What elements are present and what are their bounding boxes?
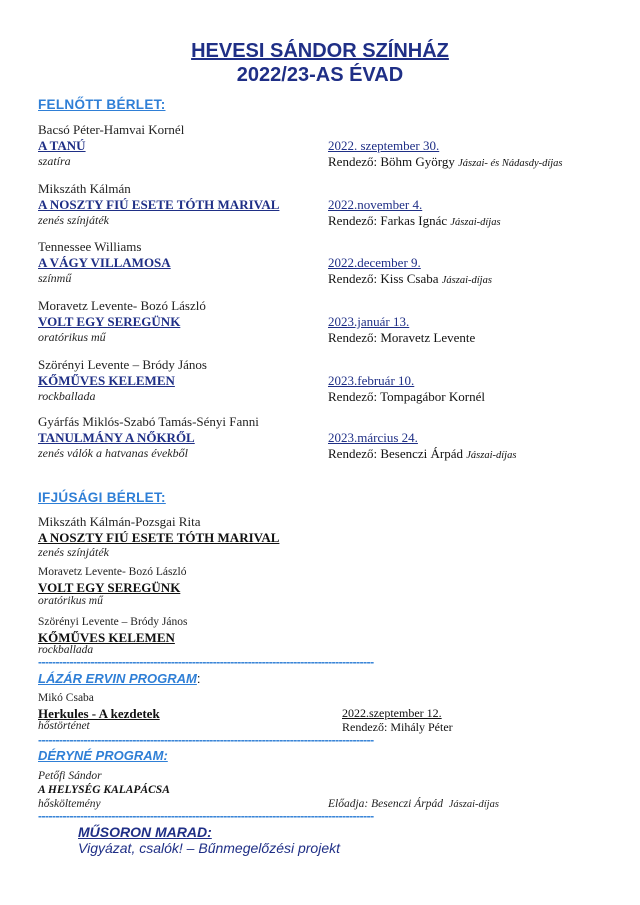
lazar-heading-colon: : — [196, 671, 201, 686]
deryne-heading: DÉRYNÉ PROGRAM: — [38, 748, 168, 763]
felnott-date: 2023.március 24. — [328, 430, 418, 445]
dashed-separator: ------------------------------------------------------------------------------------------------ — [38, 733, 374, 747]
dashed-separator: ------------------------------------------------------------------------------------------------ — [38, 655, 374, 669]
lazar-play-title: Herkules - A kezdetek — [38, 706, 160, 721]
felnott-author: Bacsó Péter-Hamvai Kornél — [38, 122, 185, 137]
felnott-date: 2022.november 4. — [328, 197, 423, 212]
page-title: HEVESI SÁNDOR SZÍNHÁZ — [191, 40, 449, 62]
director-award: Jászai- és Nádasdy-díjas — [458, 158, 563, 169]
lazar-genre: hőstörténet — [38, 720, 90, 732]
felnott-author: Gyárfás Miklós-Szabó Tamás-Sényi Fanni — [38, 414, 259, 429]
ifjusagi-genre: rockballada — [38, 644, 94, 656]
director-name: Rendező: Tompagábor Kornél — [328, 389, 485, 404]
ifjusagi-author: Mikszáth Kálmán-Pozsgai Rita — [38, 514, 201, 529]
felnott-author: Mikszáth Kálmán — [38, 181, 131, 196]
musoron-marad-program: Vigyázat, csalók! – Bűnmegelőzési projekt — [78, 840, 340, 856]
felnott-director — [328, 271, 492, 287]
felnott-date: 2022.december 9. — [328, 255, 421, 270]
lazar-date: 2022.szeptember 12. — [342, 706, 442, 720]
lazar-heading-line — [38, 670, 201, 688]
ifjusagi-play-title: KŐMŰVES KELEMEN — [38, 630, 175, 645]
felnott-date: 2022. szeptember 30. — [328, 138, 440, 153]
felnott-director — [328, 330, 475, 346]
felnott-director — [328, 154, 563, 170]
dashed-separator: ------------------------------------------------------------------------------------------------ — [38, 809, 374, 823]
director-name: Rendező: Farkas Ignác — [328, 213, 448, 228]
felnott-play-title: VOLT EGY SEREGÜNK — [38, 314, 181, 329]
felnott-genre: zenés válók a hatvanas évekből — [38, 446, 188, 460]
deryne-author: Petőfi Sándor — [38, 770, 102, 782]
ifjusagi-author: Szörényi Levente – Bródy János — [38, 616, 188, 628]
felnott-director — [328, 446, 516, 462]
ifjusagi-genre: zenés színjáték — [38, 545, 109, 559]
lazar-author: Mikó Csaba — [38, 692, 94, 704]
ifjusagi-berlet-heading: IFJÚSÁGI BÉRLET: — [38, 490, 166, 505]
felnott-play-title: A VÁGY VILLAMOSA — [38, 255, 171, 270]
felnott-author: Tennessee Williams — [38, 239, 142, 254]
felnott-genre: színmű — [38, 271, 72, 285]
performer-name: Előadja: Besenczi Árpád — [328, 798, 443, 810]
felnott-author: Szörényi Levente – Bródy János — [38, 357, 207, 372]
felnott-director — [328, 389, 485, 405]
felnott-play-title: TANULMÁNY A NŐKRŐL — [38, 430, 195, 445]
felnott-director — [328, 213, 501, 229]
felnott-genre: rockballada — [38, 389, 96, 403]
felnott-date: 2023.február 10. — [328, 373, 415, 388]
felnott-play-title: A TANÚ — [38, 138, 86, 153]
ifjusagi-play-title: A NOSZTY FIÚ ESETE TÓTH MARIVAL — [38, 530, 280, 545]
lazar-ervin-heading: LÁZÁR ERVIN PROGRAM — [38, 671, 197, 686]
director-award: Jászai-díjas — [441, 275, 492, 286]
felnott-genre: oratórikus mű — [38, 330, 106, 344]
felnott-berlet-heading: FELNŐTT BÉRLET: — [38, 97, 166, 112]
felnott-play-title: A NOSZTY FIÚ ESETE TÓTH MARIVAL — [38, 197, 280, 212]
felnott-author: Moravetz Levente- Bozó László — [38, 298, 206, 313]
felnott-genre: szatíra — [38, 154, 71, 168]
season-subtitle: 2022/23-AS ÉVAD — [236, 64, 404, 86]
director-name: Rendező: Kiss Csaba — [328, 271, 439, 286]
felnott-genre: zenés színjáték — [38, 213, 109, 227]
ifjusagi-genre: oratórikus mű — [38, 595, 103, 607]
ifjusagi-author: Moravetz Levente- Bozó László — [38, 566, 187, 578]
performer-award: Jászai-díjas — [448, 799, 499, 810]
lazar-director: Rendező: Mihály Péter — [342, 720, 453, 734]
ifjusagi-play-title: VOLT EGY SEREGÜNK — [38, 580, 181, 595]
felnott-play-title: KŐMŰVES KELEMEN — [38, 373, 175, 388]
deryne-play-title: A HELYSÉG KALAPÁCSA — [38, 784, 170, 796]
musoron-marad-heading: MŰSORON MARAD: — [78, 824, 212, 840]
director-award: Jászai-díjas — [466, 450, 517, 461]
deryne-genre: hősköltemény — [38, 798, 101, 810]
director-name: Rendező: Moravetz Levente — [328, 330, 476, 345]
director-award: Jászai-díjas — [450, 217, 501, 228]
director-name: Rendező: Böhm György — [328, 154, 455, 169]
felnott-date: 2023.január 13. — [328, 314, 410, 329]
director-name: Rendező: Besenczi Árpád — [328, 446, 464, 461]
